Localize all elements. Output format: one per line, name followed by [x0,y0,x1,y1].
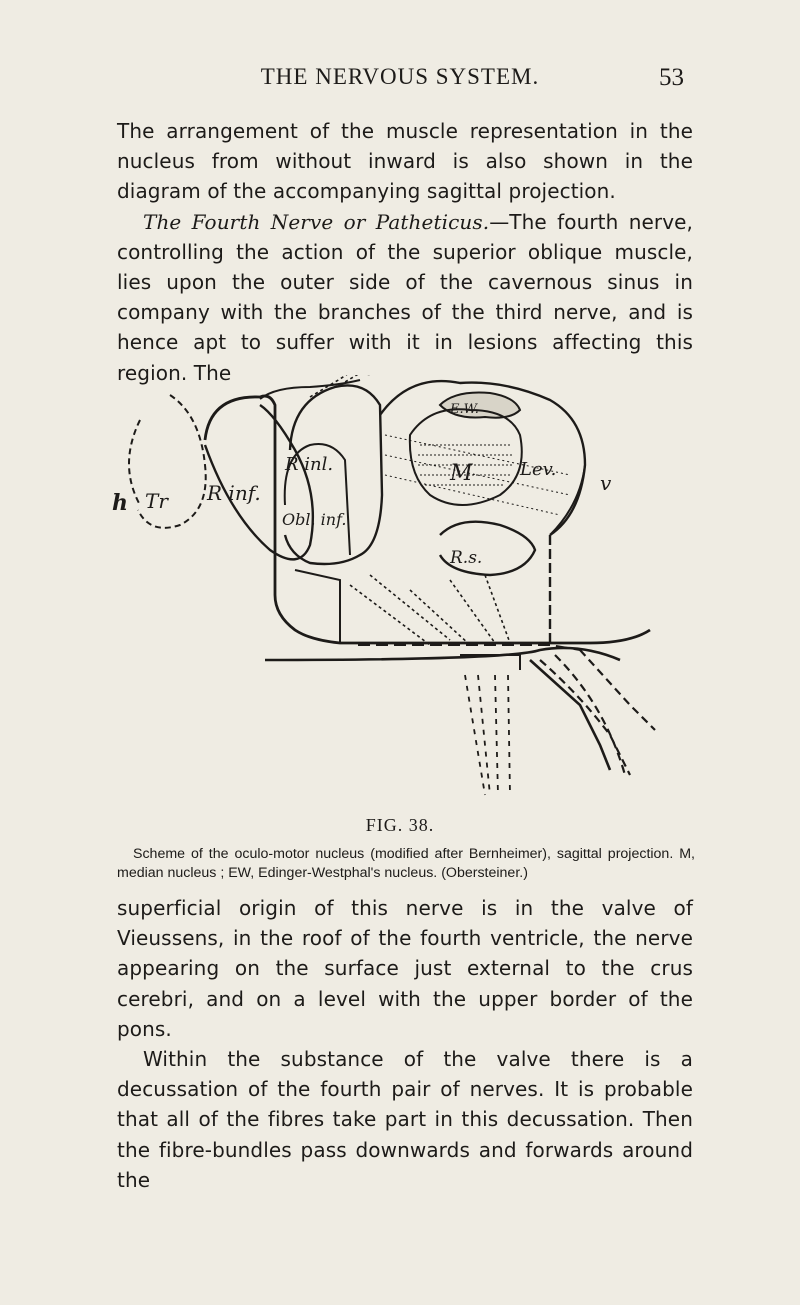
label-lev: Lev. [520,459,557,480]
page-header [0,60,800,100]
descending-fibres [465,675,510,795]
right-ribbon [540,650,655,775]
label-r-inf: R inf. [207,481,261,505]
right-ribbon-solid [530,660,610,770]
text-bottom [117,893,693,1195]
label-rs: R.s. [450,548,483,568]
paragraph-decussation: Within the substance of the valve there is a decussation of the fourth pair of nerves. It is probable that all of the fibres take part in this decussation. Then the fibre-bundles pass downwards and forwards around the [117,1047,693,1192]
section-heading-fourth-nerve: The Fourth Nerve or Patheticus. [143,209,490,234]
figure-oculomotor-diagram [110,375,700,800]
paragraph-superficial-origin: superficial origin of this nerve is in the valve of Vieussens, in the roof of the fourth ventricle, the nerve appearing on the surface just external to the crus cerebri, and on a level with the upper border of the pons. [117,896,693,1041]
m-nucleus-outline [410,409,522,505]
label-ew: E.W. [450,402,479,417]
label-h: h [112,490,128,516]
running-head: THE NERVOUS SYSTEM. [260,64,540,89]
dotted-lines [350,575,510,645]
paragraph-arrangement: The arrangement of the muscle representation in the nucleus from without inward is also shown in the diagram of the accompanying sagittal projection. [117,119,693,204]
label-m: M [450,461,473,486]
paragraph-fourth-nerve-body: —The fourth nerve, controlling the action of the superior oblique muscle, lies upon the outer side of the cavernous sinus in company with the branches of the third nerve, and is hence apt to suffer with it in lesions affecting this region. The [117,209,693,385]
figure-caption [117,845,695,883]
text-top [117,116,693,388]
base-outline [265,648,620,660]
label-obl-inf: Obl. inf. [282,510,347,529]
label-r-inl: R inl. [285,454,334,475]
inner-box-left [295,570,340,643]
figure-number: FIG. 38. [365,815,435,835]
label-v: v [600,471,612,495]
label-tr: Tr [145,489,168,513]
page-number: 53 [659,64,684,91]
outer-frame [205,396,650,643]
diagram-svg [110,375,700,800]
figure-caption-text: Scheme of the oculo-motor nucleus (modified after Bernheimer), sagittal projection. M, median nucleus ; EW, Edinger-Westphal's nucleus. (Obersteiner.) [117,846,695,881]
paragraph-fourth-nerve [117,207,693,388]
